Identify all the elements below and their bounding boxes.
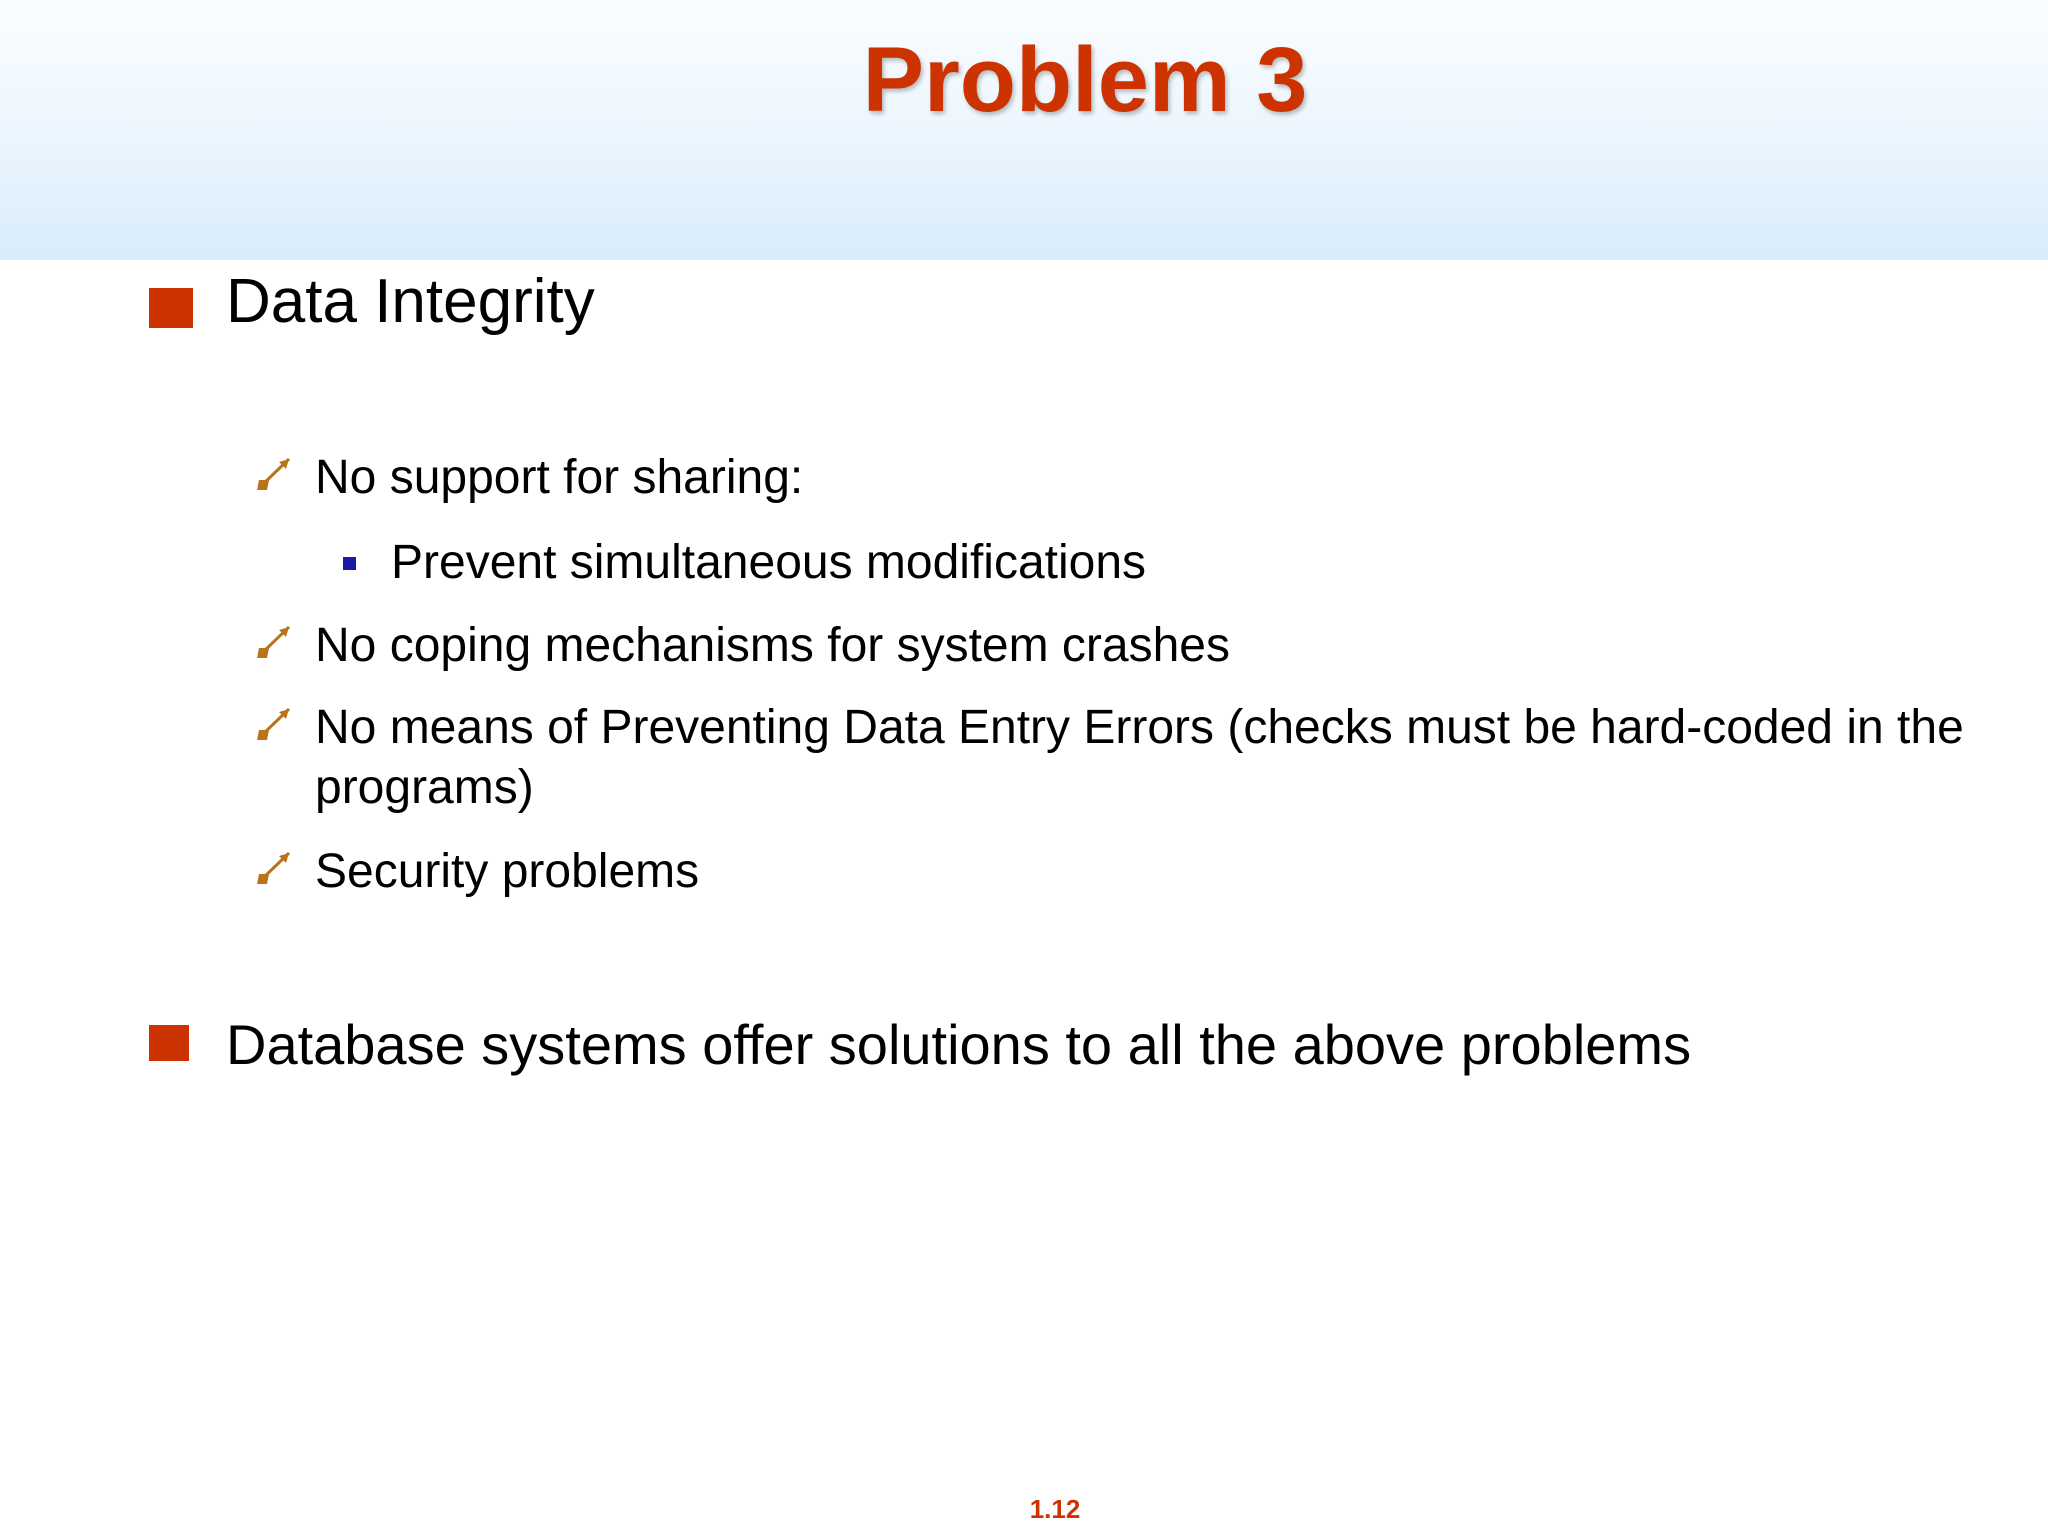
bullet-database-systems [149, 1015, 2048, 1075]
bullet-data-integrity [149, 267, 2048, 336]
bullet-text: Database systems offer solutions to all the above problems [226, 1013, 1692, 1076]
sub-sub-bullet-text: Prevent simultaneous modifications [391, 536, 1147, 589]
sub-bullet-text: No coping mechanisms for system crashes [315, 619, 1230, 672]
sub-bullet-text: Security problems [315, 845, 700, 898]
page-number: 1.12 [1029, 1494, 1081, 1524]
orange-square-bullet-icon [149, 288, 193, 328]
blue-square-bullet-icon [343, 557, 356, 570]
sub-sub-bullet-prevent [343, 533, 1843, 593]
sub-bullet-text: No means of Preventing Data Entry Errors (checks must be hard-coded in the programs) [315, 701, 1964, 814]
sub-bullet-entry-errors [255, 698, 2015, 818]
sub-bullet-security [255, 842, 2015, 902]
dart-icon [255, 704, 293, 742]
sub-bullet-crashes [255, 616, 2015, 676]
dart-icon [255, 848, 293, 886]
slide-title: Problem 3 [862, 29, 1308, 131]
sub-bullet-text: No support for sharing: [315, 451, 804, 504]
orange-square-bullet-icon [149, 1025, 189, 1061]
dart-icon [255, 622, 293, 660]
dart-icon [255, 454, 293, 492]
bullet-text: Data Integrity [226, 267, 595, 336]
sub-bullet-sharing [255, 448, 2015, 508]
